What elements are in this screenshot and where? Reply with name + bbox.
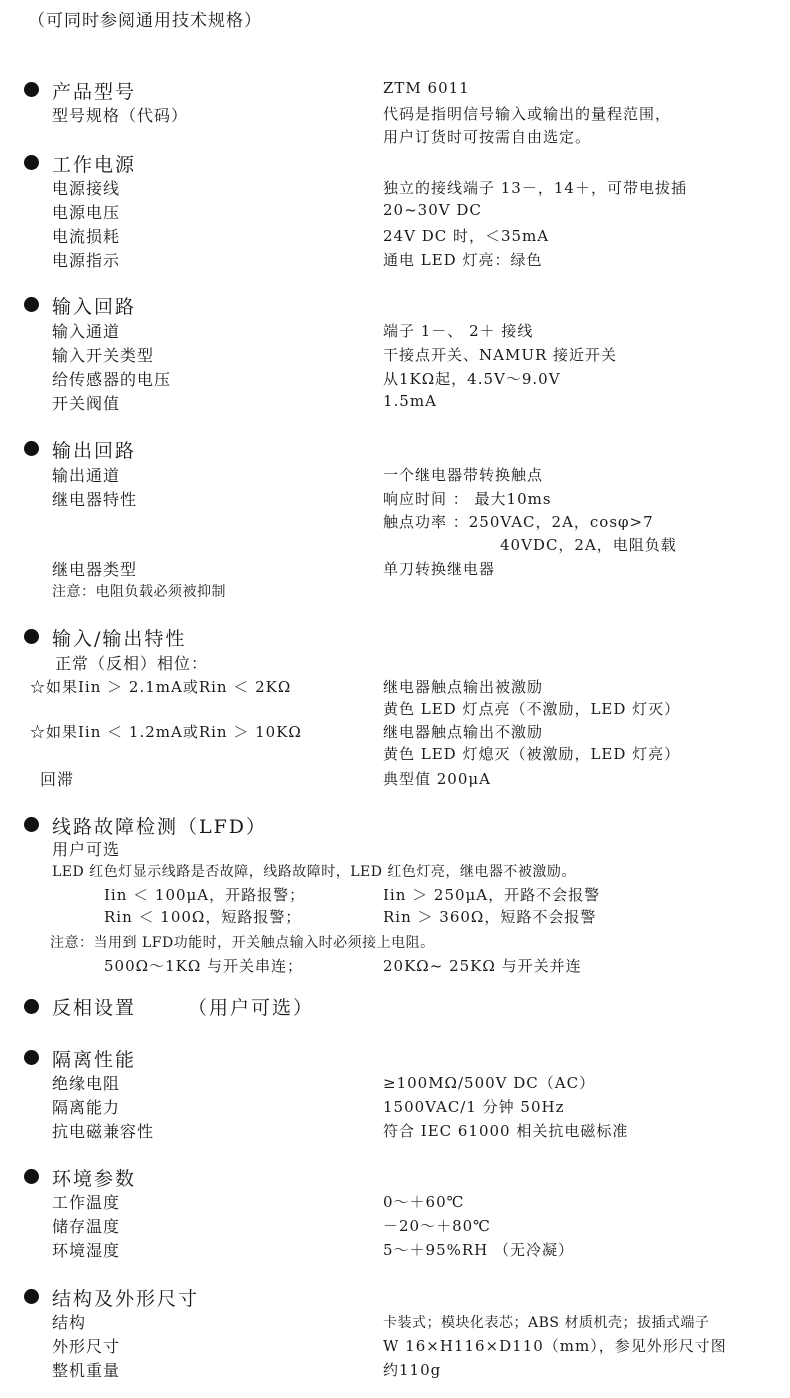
lfd-optional: 用户可选: [52, 840, 121, 859]
row-label: 隔离能力: [52, 1098, 121, 1117]
relay-contact-power: 触点功率 ：250VAC，2A，cosφ>7: [383, 513, 654, 531]
lfd-description: LED 红色灯显示线路是否故障，线路故障时，LED 红色灯亮，继电器不被激励。: [52, 864, 576, 880]
section-heading-power: 工作电源: [52, 154, 137, 176]
inversion-optional: （用户可选）: [188, 997, 315, 1019]
section-heading-lfd: 线路故障检测（LFD）: [52, 816, 268, 838]
row-label: 环境湿度: [52, 1241, 121, 1260]
row-label: 输入开关类型: [52, 346, 155, 365]
output-note: 注意：电阻负载必须被抑制: [52, 584, 226, 600]
condition-2-led: 黄色 LED 灯熄灭（被激励，LED 灯亮）: [383, 745, 681, 763]
spec-line-1: 代码是指明信号输入或输出的量程范围，: [383, 105, 672, 123]
section-heading-structure: 结构及外形尺寸: [52, 1288, 200, 1310]
row-label: 电源接线: [52, 179, 121, 198]
section-heading-model: 产品型号: [52, 81, 137, 103]
row-value: 独立的接线端子 13－，14＋，可带电拔插: [383, 179, 687, 197]
row-value: 卡装式；模块化表芯；ABS 材质机壳；拔插式端子: [383, 1315, 710, 1331]
section-heading-isolation: 隔离性能: [52, 1049, 137, 1071]
condition-1-result: 继电器触点输出被激励: [383, 678, 544, 696]
bullet-icon: [24, 82, 39, 97]
row-value: 1500VAC/1 分钟 50Hz: [383, 1098, 565, 1116]
row-value: 约110g: [383, 1361, 442, 1379]
row-label: 输出通道: [52, 466, 121, 485]
lfd-note: 注意：当用到 LFD功能时，开关触点输入时必须接上电阻。: [50, 935, 435, 951]
section-heading-io: 输入/输出特性: [52, 628, 187, 650]
row-value: 干接点开关、NAMUR 接近开关: [383, 346, 618, 364]
lfd-series-resistor: 500Ω～1KΩ 与开关串连；: [104, 957, 304, 975]
section-heading-output: 输出回路: [52, 440, 137, 462]
bullet-icon: [24, 1050, 39, 1065]
bullet-icon: [24, 1169, 39, 1184]
lfd-short-no-alarm: Rin ＞ 360Ω，短路不会报警: [383, 908, 597, 926]
row-value: 0～＋60℃: [383, 1193, 465, 1211]
relay-response-time: 响应时间 ： 最大10ms: [383, 490, 552, 508]
spec-label: 型号规格（代码）: [52, 106, 189, 125]
row-value: 单刀转换继电器: [383, 560, 496, 578]
spec-line-2: 用户订货时可按需自由选定。: [383, 128, 592, 146]
row-value: 20~30V DC: [383, 201, 482, 219]
row-value: W 16×H116×D110（mm），参见外形尺寸图: [383, 1337, 727, 1355]
row-label: 外形尺寸: [52, 1337, 121, 1356]
row-label: 绝缘电阻: [52, 1074, 121, 1093]
row-value: 典型值 200μA: [383, 770, 491, 788]
row-label: 输入通道: [52, 322, 121, 341]
condition-2: ☆如果Iin ＜ 1.2mA或Rin ＞ 10KΩ: [30, 723, 302, 741]
row-label: 整机重量: [52, 1361, 121, 1380]
lfd-open-alarm: Iin ＜ 100μA，开路报警；: [104, 886, 306, 904]
bullet-icon: [24, 1289, 39, 1304]
section-heading-inversion: 反相设置: [52, 997, 137, 1019]
row-label: 电源指示: [52, 251, 121, 270]
bullet-icon: [24, 817, 39, 832]
row-label: 给传感器的电压: [52, 370, 172, 389]
lfd-parallel-resistor: 20KΩ~ 25KΩ 与开关并连: [383, 957, 582, 975]
row-label: 电流损耗: [52, 227, 121, 246]
row-value: 1.5mA: [383, 392, 437, 410]
row-value: 通电 LED 灯亮：绿色: [383, 251, 543, 269]
model-value: ZTM 6011: [383, 79, 470, 97]
relay-contact-power-dc: 40VDC，2A，电阻负载: [500, 536, 677, 554]
bullet-icon: [24, 155, 39, 170]
row-value: ≥100MΩ/500V DC（AC）: [383, 1074, 596, 1092]
lfd-short-alarm: Rin ＜ 100Ω，短路报警；: [104, 908, 302, 926]
bullet-icon: [24, 297, 39, 312]
condition-1: ☆如果Iin ＞ 2.1mA或Rin ＜ 2KΩ: [30, 678, 292, 696]
row-value: 一个继电器带转换触点: [383, 466, 544, 484]
row-label: 回滞: [40, 770, 75, 789]
row-value: 从1KΩ起，4.5V～9.0V: [383, 370, 561, 388]
row-label: 抗电磁兼容性: [52, 1122, 155, 1141]
top-note: （可同时参阅通用技术规格）: [28, 11, 262, 31]
lfd-open-no-alarm: Iin ＞ 250μA，开路不会报警: [383, 886, 601, 904]
row-label: 结构: [52, 1313, 87, 1332]
row-label: 继电器特性: [52, 490, 138, 509]
condition-2-result: 继电器触点输出不激励: [383, 723, 544, 741]
section-heading-input: 输入回路: [52, 296, 137, 318]
phase-label: 正常（反相）相位：: [55, 654, 209, 673]
row-value: 符合 IEC 61000 相关抗电磁标准: [383, 1122, 629, 1140]
row-label: 工作温度: [52, 1193, 121, 1212]
row-value: 端子 1－、 2＋ 接线: [383, 322, 534, 340]
row-label: 储存温度: [52, 1217, 121, 1236]
bullet-icon: [24, 441, 39, 456]
section-heading-environment: 环境参数: [52, 1168, 137, 1190]
row-value: －20～＋80℃: [383, 1217, 491, 1235]
bullet-icon: [24, 999, 39, 1014]
row-label: 电源电压: [52, 203, 121, 222]
bullet-icon: [24, 629, 39, 644]
row-value: 5～＋95%RH （无冷凝）: [383, 1241, 575, 1259]
row-label: 继电器类型: [52, 560, 138, 579]
row-value: 24V DC 时，＜35mA: [383, 227, 550, 245]
row-label: 开关阀值: [52, 394, 121, 413]
condition-1-led: 黄色 LED 灯点亮（不激励，LED 灯灭）: [383, 700, 681, 718]
